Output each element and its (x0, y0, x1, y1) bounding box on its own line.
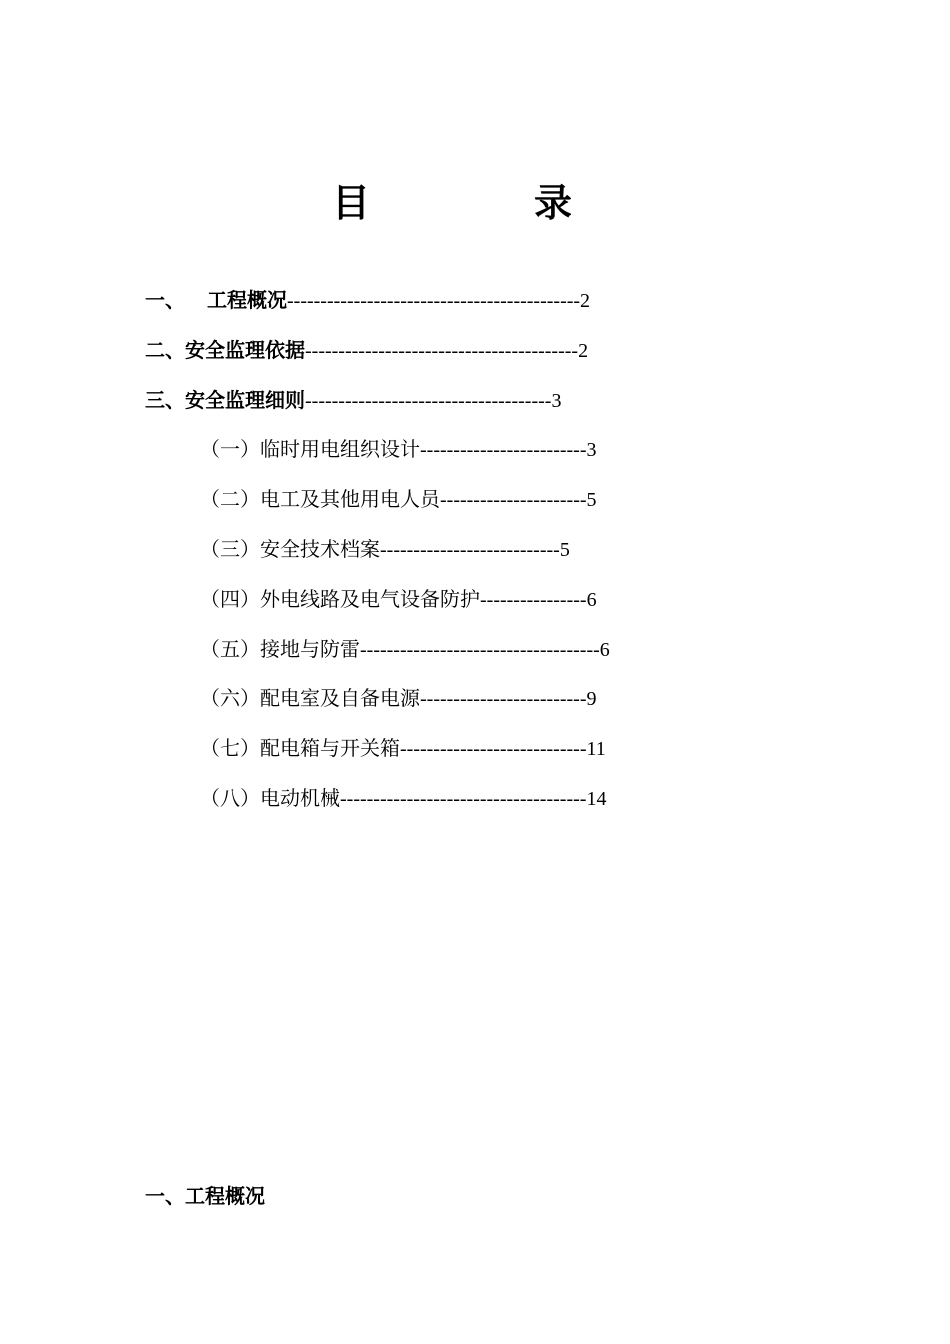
toc-entry-page: 6 (599, 639, 610, 661)
toc-entry-3-1[interactable] (200, 434, 597, 464)
toc-entry-leader: ---------------- (480, 589, 587, 611)
toc-entry-leader: ------------------------- (420, 439, 587, 461)
toc-entry-page: 2 (580, 290, 591, 312)
toc-entry-number: （八） (200, 786, 260, 810)
toc-entry-3-8[interactable] (200, 783, 606, 813)
toc-entry-label: 外电线路及电气设备防护 (260, 587, 480, 611)
toc-entry-label: 临时用电组织设计 (260, 437, 420, 461)
toc-entry-number: 三、 (145, 388, 185, 412)
toc-entry-3-2[interactable] (200, 484, 597, 514)
toc-entry-page: 9 (586, 688, 597, 710)
toc-entry-number: 二、 (145, 338, 185, 362)
toc-entry-3-6[interactable] (200, 683, 597, 713)
toc-entry-3[interactable] (145, 385, 561, 415)
toc-entry-leader: ------------------------- (420, 688, 587, 710)
toc-entry-number: （三） (200, 537, 260, 561)
toc-entry-3-4[interactable] (200, 584, 597, 614)
toc-title (0, 178, 950, 228)
toc-entry-leader: -------------------------------------------- (287, 290, 581, 312)
toc-entry-label: 电工及其他用电人员 (260, 487, 440, 511)
toc-entry-label: 配电室及自备电源 (260, 686, 420, 710)
toc-entry-number: （二） (200, 487, 260, 511)
toc-entry-leader: ------------------------------------- (305, 390, 552, 412)
toc-entry-label: 配电箱与开关箱 (260, 736, 400, 760)
toc-entry-page: 2 (578, 340, 589, 362)
toc-entry-label: 工程概况 (207, 288, 287, 312)
toc-entry-3-7[interactable] (200, 733, 606, 763)
toc-entry-leader: ---------------------- (440, 489, 587, 511)
toc-entry-number: （七） (200, 736, 260, 760)
toc-entry-page: 3 (586, 439, 597, 461)
toc-entry-page: 5 (586, 489, 597, 511)
toc-entry-number: （六） (200, 686, 260, 710)
toc-entry-number: （一） (200, 437, 260, 461)
toc-entry-page: 5 (559, 539, 570, 561)
toc-entry-label: 接地与防雷 (260, 637, 360, 661)
toc-entry-number: （四） (200, 587, 260, 611)
toc-entry-1[interactable] (145, 285, 590, 315)
toc-entry-label: 安全技术档案 (260, 537, 380, 561)
toc-entry-number: （五） (200, 637, 260, 661)
toc-entry-leader: ------------------------------------- (340, 788, 587, 810)
toc-entry-leader: --------------------------- (380, 539, 560, 561)
toc-entry-page: 11 (586, 738, 606, 760)
toc-entry-number: 一、 (145, 288, 185, 312)
toc-title-char-2: 录 (534, 181, 573, 225)
toc-entry-label: 安全监理细则 (185, 388, 305, 412)
toc-entry-2[interactable] (145, 335, 588, 365)
toc-entry-leader: ------------------------------------ (360, 639, 600, 661)
toc-entry-3-3[interactable] (200, 534, 570, 564)
toc-entry-label: 电动机械 (260, 786, 340, 810)
toc-entry-label: 安全监理依据 (185, 338, 305, 362)
toc-entry-page: 14 (586, 788, 607, 810)
toc-entry-leader: ----------------------------------------- (305, 340, 579, 362)
toc-entry-3-5[interactable] (200, 634, 610, 664)
toc-entry-page: 3 (551, 390, 562, 412)
section-heading: 一、工程概况 (145, 1184, 265, 1208)
toc-title-char-1: 目 (332, 181, 371, 225)
toc-entry-leader: ---------------------------- (400, 738, 587, 760)
toc-entry-page: 6 (586, 589, 597, 611)
